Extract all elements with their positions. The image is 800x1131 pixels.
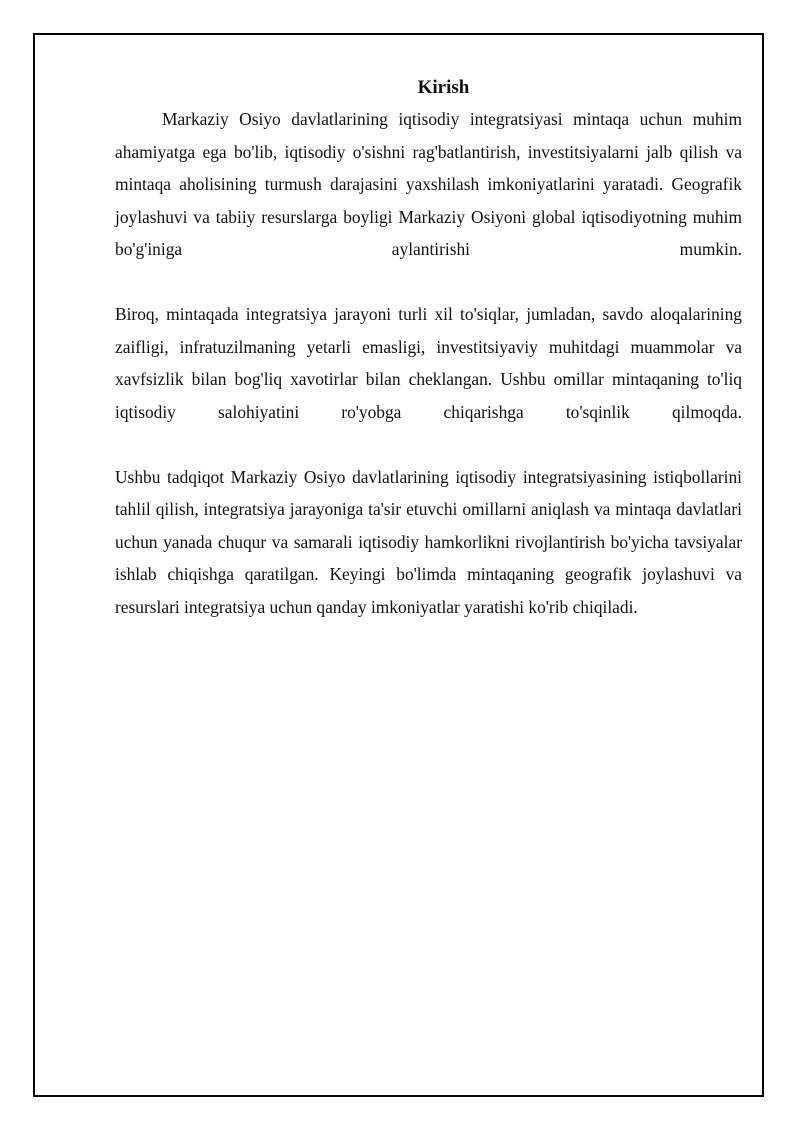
paragraph-obstacles: Biroq, mintaqada integratsiya jarayoni turli xil to'siqlar, jumladan, savdo aloqalarining zaifligi, infratuzilmaning yetarli emasligi, investitsiyaviy muhitdagi muammolar va xavfsizlik bilan bog'liq xavotirlar bilan cheklangan. Ushbu omillar mintaqaning to'liq iqtisodiy salohiyatini ro'yobga chiqarishga to'sqinlik qilmoqda. xyxy=(115,304,742,422)
paragraph-research-aim: Ushbu tadqiqot Markaziy Osiyo davlatlarining iqtisodiy integratsiyasining istiqbollarini tahlil qilish, integratsiya jarayoniga ta'sir etuvchi omillarni aniqlash va mintaqa davlatlari uchun yanada chuqur va samarali iqtisodiy hamkorlikni rivojlantirish bo'yicha tavsiyalar ishlab chiqishga qaratilgan. Keyingi bo'limda mintaqaning geografik joylashuvi va resurslari integratsiya uchun qanday imkoniyatlar yaratishi ko'rib chiqiladi. xyxy=(115,466,742,617)
paragraph-intro: Markaziy Osiyo davlatlarining iqtisodiy integratsiyasi mintaqa uchun muhim ahamiyatga ega bo'lib, iqtisodiy o'sishni rag'batlantirish, investitsiyalarni jalb qilish va mintaqa aholisining turmush darajasini yaxshilash imkoniyatlarini yaratadi. Geografik joylashuvi va tabiiy resurslarga boyligi Markaziy Osiyoni global iqtisodiyotning muhim bo'g'iniga aylantirishi mumkin. xyxy=(115,109,742,259)
document-body xyxy=(115,73,742,623)
paragraph-spacer xyxy=(115,428,742,461)
section-title: Kirish xyxy=(417,77,470,98)
paragraph-spacer xyxy=(115,266,742,299)
